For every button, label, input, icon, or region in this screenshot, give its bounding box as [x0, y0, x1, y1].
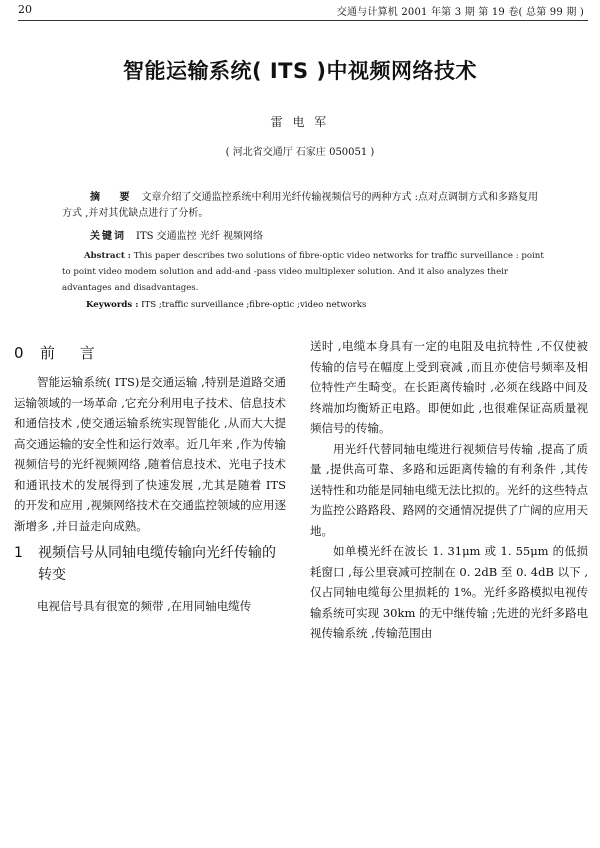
abstract-en-text: This paper describes two solutions of fibre-optic video networks for traffic surveillance : point to point video modem solution and add-and -pass video multiplexer solution. And it also analyzes their advantages and disadvantages.: [62, 251, 544, 293]
section-heading-0: [14, 342, 286, 364]
abstract-en-label: Abstract :: [84, 251, 131, 261]
keywords-cn: [90, 227, 263, 242]
section-number: 1: [14, 545, 23, 561]
paragraph: 电视信号具有很宽的频带 ,在用同轴电缆传: [37, 599, 252, 613]
affiliation: ( 河北省交通厅 石家庄 050051 ): [225, 147, 375, 158]
section-title: 视频信号从同轴电缆传输向光纤传输的转变: [38, 545, 276, 583]
author: 雷 电 军: [270, 115, 330, 129]
keywords-en-label: Keywords :: [86, 300, 139, 310]
right-column: [310, 336, 588, 644]
section-heading-1: [14, 542, 286, 586]
page-header: [18, 0, 588, 21]
paragraph: 送时 ,电缆本身具有一定的电阻及电抗特性 ,不仅使被传输的信号在幅度上受到衰减 ,而且亦使信号频率及相位特性产生畸变。在长距离传输时 ,必须在线路中间及终端加均衡矫正电路。即便如此 ,也很难保证高质量视频信号的传输。: [310, 339, 588, 435]
keywords-en: [86, 300, 366, 310]
paragraph: 智能运输系统( ITS)是交通运输 ,特别是道路交通运输领域的一场革命 ,它充分利用电子技术、信息技术和通信技术 ,使交通运输系统实现智能化 ,从而大大提高交通运输的安全性和运行效率。近几年来 ,作为传输视频信号的光纤视频网络 ,随着信息技术、光电子技术和通讯技术的发展得到了快速发展 ,尤其是随着 ITS 的开发和应用 ,视频网络技术在交通监控领域的应用逐渐增多 ,并日益走向成熟。: [14, 375, 286, 533]
keywords-cn-label: 关键词: [90, 231, 126, 242]
abstract-cn-text: 文章介绍了交通监控系统中利用光纤传输视频信号的两种方式 :点对点调制方式和多路复用方式 ,并对其优缺点进行了分析。: [62, 192, 539, 219]
abstract-cn-label: 摘 要: [90, 192, 138, 203]
article-title: 智能运输系统( ITS )中视频网络技术: [122, 59, 478, 83]
page-number: 20: [18, 3, 32, 16]
section-number: 0: [14, 344, 24, 362]
section-title: 前 言: [40, 344, 105, 362]
abstract-en: [62, 248, 548, 296]
keywords-en-text: ITS ;traffic surveillance ;fibre-optic ;video networks: [141, 300, 367, 310]
left-column: [14, 336, 286, 617]
abstract-cn: [62, 190, 542, 222]
keywords-cn-text: ITS 交通监控 光纤 视频网络: [136, 231, 264, 242]
journal-info: 交通与计算机 2001 年第 3 期 第 19 卷( 总第 99 期 ): [336, 7, 584, 18]
paragraph: 用光纤代替同轴电缆进行视频信号传输 ,提高了质量 ,提供高可靠、多路和远距离传输的有利条件 ,其传送特性和功能是同轴电缆无法比拟的。光纤的这些特点为监控公路路段、路网的交通情况提供了广阔的应用天地。: [310, 441, 588, 538]
paragraph: 如单模光纤在波长 1. 31μm 或 1. 55μm 的低损耗窗口 ,每公里衰减可控制在 0. 2dB 至 0. 4dB 以下 ,仅占同轴电缆每公里损耗的 1%。光纤多路模拟电视传输系统可实现 30km 的无中继传输 ;先进的光纤多路电视传输系统 ,传输范围由: [310, 544, 588, 640]
